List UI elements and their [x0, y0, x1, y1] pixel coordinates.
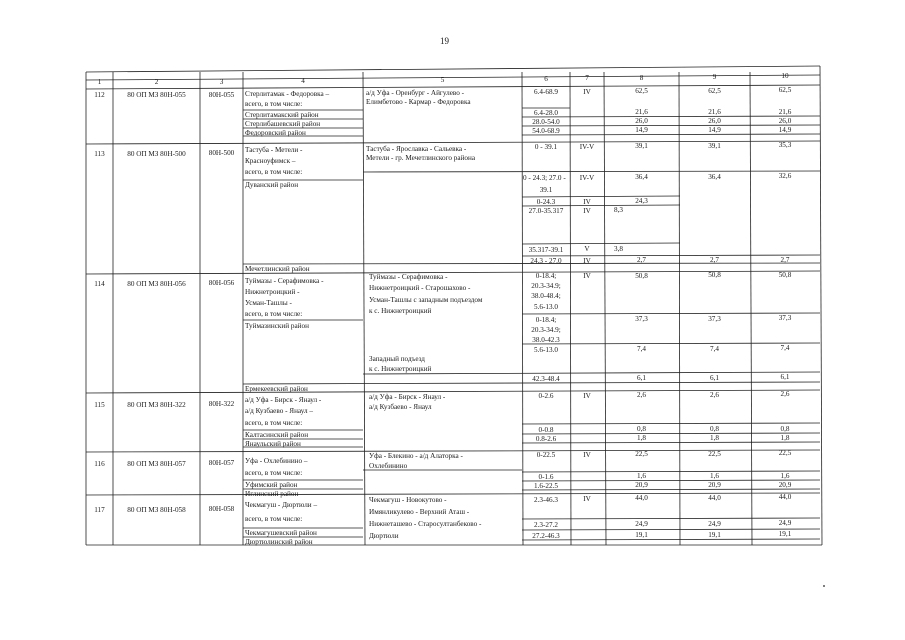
value-col10: 50,8	[778, 271, 792, 279]
header-cell: 9	[712, 73, 717, 81]
value-col9: 37,3	[708, 315, 721, 323]
km-range: 35.317-39.1	[528, 246, 564, 254]
value-col10: 6,1	[780, 373, 790, 381]
route-line: Елимбетово - Кармар - Федоровка	[366, 98, 471, 106]
value-col8: 22,5	[635, 450, 648, 458]
road-short-code: 80Н-058	[208, 505, 235, 513]
header-cell: 4	[301, 77, 305, 85]
category: IV	[583, 207, 591, 215]
road-name-line: а/д Уфа - Бирск - Янаул -	[245, 396, 322, 404]
route-line: Нижнеташево - Старосултанбеково -	[369, 520, 482, 528]
road-name-line: Тастуба - Метели -	[245, 146, 303, 154]
district-name: Уфимский район	[245, 481, 298, 489]
row-number: 114	[94, 280, 105, 288]
value-col9: 62,5	[708, 87, 721, 95]
km-range: 5.6-13.0	[534, 346, 558, 354]
road-name-line: Усман-Ташлы -	[245, 299, 292, 307]
value-col9: 20,9	[708, 481, 721, 489]
km-range-line: 5.6-13.0	[534, 303, 558, 311]
value-col10: 1,8	[780, 434, 790, 442]
road-code: 80 ОП МЗ 80Н-056	[127, 280, 186, 288]
district-name: Стерлибашевский район	[245, 120, 321, 128]
value-col8: 20,9	[635, 481, 648, 489]
km-range-line: 20.3-34.9;	[531, 326, 561, 334]
value-col10: 14,9	[778, 126, 792, 134]
district-name: Федоровский район	[245, 129, 306, 137]
value-col10: 20,9	[778, 481, 792, 489]
value-col8: 19,1	[635, 531, 648, 539]
value-col8: 37,3	[635, 315, 648, 323]
district-name: Ермекеевский район	[245, 385, 308, 393]
district-name: Чекмагушевский район	[245, 529, 317, 537]
value-col8: 3,8	[614, 245, 623, 253]
km-range: 27.2-46.3	[532, 532, 560, 540]
value-col9: 14,9	[708, 126, 721, 134]
header-cell: 3	[219, 78, 224, 86]
km-range: 24.3 - 27.0	[530, 257, 562, 265]
value-col8: 1,8	[637, 434, 646, 442]
route-line: Нижнетроицкий - Старошахово -	[369, 284, 471, 292]
row-number: 112	[94, 91, 105, 99]
km-range: 0-0.8	[538, 426, 554, 434]
value-col10: 2,7	[780, 256, 790, 264]
value-col9: 24,9	[708, 520, 721, 528]
km-range: 6.4-68.9	[534, 88, 558, 96]
road-short-code: 80Н-057	[208, 459, 235, 467]
value-col8: 39,1	[635, 142, 648, 150]
km-range: 42.3-48.4	[532, 375, 560, 383]
road-name-line: всего, в том числе:	[245, 100, 303, 108]
district-name: Дуванский район	[245, 181, 299, 189]
road-name-line: всего, в том числе:	[245, 469, 303, 477]
scan-speck	[823, 585, 825, 587]
road-name-line: Уфа - Охлебинино –	[245, 457, 308, 465]
category: IV	[583, 451, 591, 459]
route-line: Метели - гр. Мечетлинского района	[366, 154, 476, 162]
value-col10: 22,5	[778, 449, 792, 457]
km-range-line: 20.3-34.9;	[531, 282, 561, 290]
km-range: 0-1.6	[538, 473, 554, 481]
value-col8: 44,0	[635, 494, 648, 502]
row-number: 116	[94, 460, 105, 468]
road-name-line: Чекмагуш - Дюртюли –	[245, 501, 318, 509]
category: V	[584, 245, 590, 253]
value-col8: 24,3	[635, 197, 648, 205]
km-range: 0.8-2.6	[535, 435, 557, 443]
value-col10: 0,8	[780, 425, 790, 433]
value-col9: 22,5	[708, 450, 721, 458]
road-name: Стерлитамак - Федоровка –	[245, 90, 330, 98]
header-cell: 5	[440, 76, 445, 84]
district-name: Мечетлинский район	[245, 265, 310, 273]
value-col9: 36,4	[708, 173, 721, 181]
road-code: 80 ОП МЗ 80Н-058	[127, 506, 186, 514]
km-range: 1.6-22.5	[534, 482, 558, 490]
route-line: Охлебинино	[369, 462, 408, 470]
route-line: к с. Нижнетроицкий	[369, 307, 432, 315]
road-code: 80 ОП МЗ 80Н-322	[127, 401, 186, 409]
km-range-line: 39.1	[539, 186, 553, 194]
district-name: Янаульский район	[245, 440, 301, 448]
value-col10: 1,6	[780, 472, 790, 480]
value-col10: 19,1	[778, 530, 792, 538]
value-col9: 21,6	[708, 108, 721, 116]
value-col8: 2,6	[637, 391, 646, 399]
value-col9: 44,0	[708, 494, 721, 502]
km-range: 2.3-27.2	[534, 521, 558, 529]
row-number: 113	[94, 150, 105, 158]
road-name-line: а/д Кузбаево - Янаул –	[245, 407, 314, 415]
route-line: Дюртюли	[369, 532, 399, 540]
km-range: 54.0-68.9	[532, 127, 560, 135]
route-line: а/д Уфа - Бирск - Янаул -	[369, 393, 446, 401]
value-col8: 1,6	[637, 472, 646, 480]
value-col9: 6,1	[710, 374, 719, 382]
header-cell: 10	[781, 72, 789, 80]
value-col10: 24,9	[778, 519, 792, 527]
km-range: 0 - 39.1	[534, 143, 558, 151]
value-col10: 37,3	[778, 314, 792, 322]
route-line: к с. Нижнетроицкий	[369, 365, 432, 373]
category: IV-V	[579, 143, 595, 151]
category: IV	[583, 198, 591, 206]
value-col9: 1,6	[710, 472, 719, 480]
value-col9: 7,4	[710, 345, 719, 353]
route-line: а/д Кузбаево - Янаул	[369, 403, 432, 411]
km-range: 6.4-28.0	[534, 109, 558, 117]
km-range: 2.3-46.3	[534, 496, 558, 504]
category: IV-V	[579, 174, 595, 182]
road-name-line: всего, в том числе:	[245, 419, 303, 427]
value-col8: 26,0	[635, 117, 648, 125]
header-cell: 6	[544, 75, 548, 83]
value-col8: 50,8	[635, 272, 648, 280]
value-col9: 0,8	[710, 425, 719, 433]
road-name-line: всего, в том числе:	[245, 515, 303, 523]
value-col9: 19,1	[708, 531, 721, 539]
value-col9: 26,0	[708, 117, 721, 125]
value-col10: 2,6	[780, 390, 790, 398]
route-line: Туймазы - Серафимовка -	[369, 273, 448, 281]
value-col8: 14,9	[635, 126, 648, 134]
value-col8: 0,8	[637, 425, 646, 433]
header-cell: 8	[639, 74, 644, 82]
value-col9: 1,8	[710, 434, 719, 442]
km-range: 0-22.5	[536, 451, 556, 459]
route-line: Тастуба - Ярославка - Сальевка -	[366, 145, 467, 153]
value-col8: 36,4	[635, 173, 648, 181]
road-code: 80 ОП МЗ 80Н-055	[127, 91, 186, 99]
road-short-code: 80Н-056	[208, 279, 235, 287]
row-number: 117	[94, 506, 105, 514]
km-range-line: 38.0-48.4;	[531, 292, 561, 300]
district-name: Калтасинский район	[245, 431, 309, 439]
road-name-line: Туймазы - Серафимовка -	[245, 277, 324, 285]
road-code: 80 ОП МЗ 80Н-500	[127, 150, 186, 158]
header-cell: 1	[97, 78, 102, 86]
value-col10: 44,0	[778, 493, 792, 501]
km-range-line: 38.0-42.3	[532, 336, 560, 344]
district-name: Иглинский район	[245, 490, 299, 498]
district-name: Дюртюлинский район	[245, 538, 313, 546]
value-col9: 2,6	[710, 391, 719, 399]
value-col8: 6,1	[637, 374, 646, 382]
road-name-line: Красноуфимск –	[245, 157, 296, 165]
route-line: Усман-Ташлы с западным подъездом	[369, 296, 483, 304]
route-line: Западный подъезд	[369, 355, 425, 363]
value-col10: 21,6	[778, 108, 792, 116]
route-line: Имянликулево - Верхний Аташ -	[369, 508, 470, 516]
road-name-line: всего, в том числе:	[245, 168, 303, 176]
road-short-code: 80Н-500	[208, 149, 235, 157]
category: IV	[583, 272, 591, 280]
row-number: 115	[94, 401, 105, 409]
route-line: а/д Уфа - Оренбург - Айгулево -	[366, 89, 465, 97]
value-col9: 50,8	[708, 271, 721, 279]
value-col9: 2,7	[710, 256, 719, 264]
route-line: Чекмагуш - Новокутово -	[369, 496, 447, 504]
km-range-line: 0-18.4;	[535, 272, 557, 280]
value-col8: 2,7	[637, 256, 646, 264]
km-range: 27.0-35.317	[528, 207, 564, 215]
district-name: Туймазинский район	[245, 322, 309, 330]
km-range: 0-2.6	[538, 392, 554, 400]
km-range: 28.0-54.0	[532, 118, 560, 126]
value-col9: 39,1	[708, 142, 721, 150]
category: IV	[583, 392, 591, 400]
km-range: 0-24.3	[536, 198, 556, 206]
km-range: 0 - 24.3; 27.0 -	[523, 174, 566, 182]
value-col10: 62,5	[778, 86, 792, 94]
value-col8: 24,9	[635, 520, 648, 528]
header-cell: 2	[154, 78, 159, 86]
road-short-code: 80Н-322	[208, 400, 235, 408]
value-col10: 7,4	[780, 344, 790, 352]
category: IV	[583, 495, 591, 503]
route-line: Уфа - Блекино - а/д Алаторка -	[369, 452, 463, 460]
value-col8: 62,5	[635, 87, 648, 95]
category: IV	[583, 88, 591, 96]
value-col8: 8,3	[614, 206, 623, 214]
header-cell: 7	[585, 74, 589, 82]
road-short-code: 80Н-055	[208, 91, 235, 99]
km-range-line: 0-18.4;	[535, 316, 557, 324]
value-col10: 35,3	[778, 141, 792, 149]
district-name: Стерлитамакский район	[245, 111, 319, 119]
road-code: 80 ОП МЗ 80Н-057	[127, 460, 186, 468]
road-name-line: всего, в том числе:	[245, 310, 303, 318]
category: IV	[583, 257, 591, 265]
page-number: 19	[440, 36, 449, 46]
value-col8: 7,4	[637, 345, 646, 353]
value-col10: 32,6	[778, 172, 792, 180]
road-name-line: Нижнетроицкий -	[245, 288, 300, 296]
value-col10: 26,0	[778, 117, 792, 125]
value-col8: 21,6	[635, 108, 648, 116]
